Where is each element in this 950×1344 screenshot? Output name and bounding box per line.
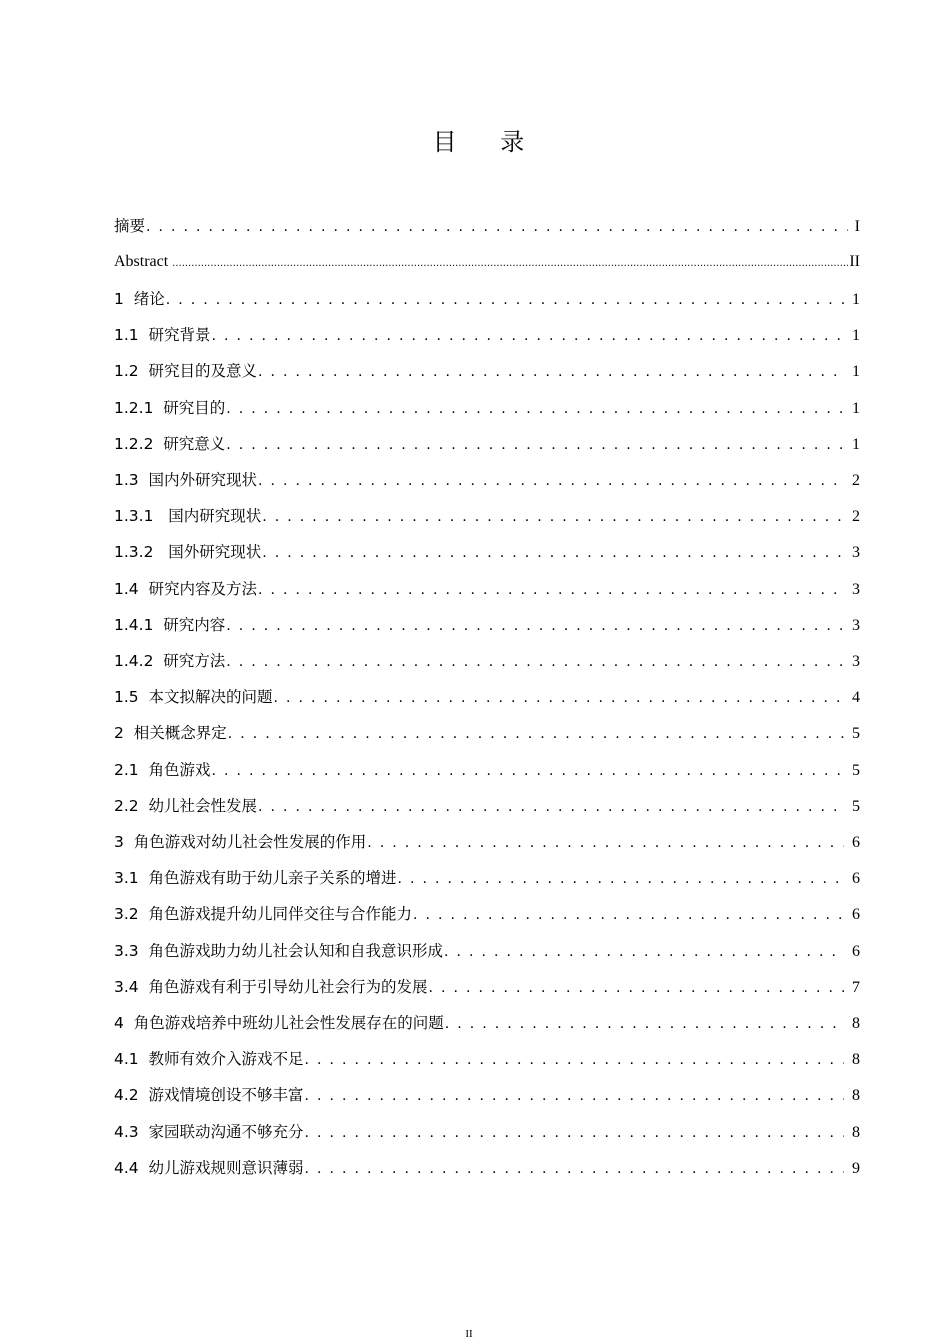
toc-entry-label: 1.4.1 研究内容 [114,615,226,634]
dot-leader [305,1052,844,1068]
dot-leader [258,799,844,815]
toc-entry-page: 5 [852,725,860,743]
toc-entry[interactable] [114,1083,860,1105]
toc-entry[interactable] [114,432,860,454]
toc-entry-page: 6 [852,942,860,960]
toc-entry-page: 1 [852,363,860,381]
toc-entry[interactable] [114,323,860,345]
toc-entry-page: 1 [852,327,860,345]
toc-title: 目 录 [432,128,543,156]
toc-entry-label: 1.3.1 国内研究现状 [114,507,262,526]
toc-entry[interactable] [114,721,860,743]
dot-leader [258,364,844,380]
toc-entry-label: 4.3 家园联动沟通不够充分 [114,1122,304,1141]
toc-entry-page: 2 [852,508,860,526]
page-number: II [465,1328,473,1340]
toc-entry-page: 6 [852,870,860,888]
toc-entry-page: 9 [852,1159,860,1177]
toc-entry-page: II [849,253,860,270]
toc-entry[interactable] [114,1047,860,1069]
toc-entry[interactable] [114,794,860,816]
toc-entry[interactable] [114,830,860,852]
dot-leader [166,292,844,308]
toc-entry-page: 8 [852,1015,860,1032]
toc-entry-label: 3.1 角色游戏有助于幼儿亲子关系的增进 [114,869,397,888]
dot-leader [212,763,844,779]
toc-entry-page: 3 [852,580,860,598]
dot-leader [146,219,848,235]
toc-entry[interactable] [114,613,860,635]
toc-entry-page: 6 [852,834,860,851]
toc-entry-page: 5 [852,797,860,815]
toc-entry[interactable] [114,685,860,707]
toc-entry[interactable] [114,939,860,961]
dot-leader [226,654,844,670]
toc-entry[interactable] [114,866,860,888]
toc-entry[interactable] [114,758,860,780]
toc-entry[interactable] [114,577,860,599]
dot-leader [258,473,844,489]
toc-entry-label: 2.1 角色游戏 [114,760,211,779]
toc-entry-label: 1.1 研究背景 [114,326,211,345]
toc-entry-page: 2 [852,472,860,489]
toc-entry-label: Abstract [114,253,169,270]
toc-entry-label: 1.2 研究目的及意义 [114,362,258,381]
toc-entry-label: 3.3 角色游戏助力幼儿社会认知和自我意识形成 [114,941,444,960]
toc-entry-label: 1.5 本文拟解决的问题 [114,688,273,707]
toc-entry-page: 5 [852,761,860,779]
toc-entry-page: 7 [852,978,860,996]
toc-entry[interactable] [114,214,860,236]
toc-entry-page: 8 [852,1123,860,1141]
toc-entry-page: 3 [852,653,860,670]
toc-entry[interactable] [114,287,860,309]
toc-entry-label: 4.2 游戏情境创设不够丰富 [114,1086,304,1105]
dot-leader [274,690,844,706]
toc-entry-label: 1 绪论 [114,290,165,308]
dot-leader [172,258,848,269]
toc-entry-label: 1.3 国内外研究现状 [114,471,258,489]
toc-entry-label: 3 角色游戏对幼儿社会性发展的作用 [114,833,367,851]
toc-entry[interactable] [114,396,860,418]
dot-leader [226,618,844,634]
toc-entry-label: 1.2.1 研究目的 [114,398,226,417]
dot-leader [445,1016,844,1032]
toc-entry-label: 3.4 角色游戏有利于引导幼儿社会行为的发展 [114,977,428,996]
toc-entry[interactable] [114,649,860,671]
toc-entry[interactable] [114,504,860,526]
toc-entry-label: 1.2.2 研究意义 [114,434,226,453]
toc-entry-label: 1.4.2 研究方法 [114,652,226,670]
dot-leader [226,437,844,453]
dot-leader [305,1088,844,1104]
toc-entry[interactable] [114,902,860,924]
toc-entry[interactable] [114,1011,860,1033]
dot-leader [305,1125,844,1141]
toc-entry[interactable] [114,975,860,997]
toc-entry-label: 3.2 角色游戏提升幼儿同伴交往与合作能力 [114,905,413,924]
toc-entry-label: 1.4 研究内容及方法 [114,579,258,598]
dot-leader [305,1161,844,1177]
dot-leader [228,726,844,742]
toc-entry[interactable] [114,1156,860,1178]
toc-entry-page: 1 [852,291,860,308]
dot-leader [226,401,844,417]
toc-entry-page: 1 [852,435,860,453]
toc-entry-label: 摘要 [114,217,146,235]
toc-entry-page: I [854,218,860,235]
toc-entry-label: 2.2 幼儿社会性发展 [114,796,258,815]
toc-entry-label: 4.4 幼儿游戏规则意识薄弱 [114,1158,304,1177]
toc-entry[interactable] [114,359,860,381]
toc-entry[interactable] [114,468,860,490]
dot-leader [262,545,844,561]
toc-entry[interactable] [114,540,860,562]
dot-leader [413,907,844,923]
toc-entry-label: 2 相关概念界定 [114,724,227,743]
toc-entry-label: 4 角色游戏培养中班幼儿社会性发展存在的问题 [114,1014,444,1032]
toc-entry-page: 1 [852,399,860,417]
dot-leader [367,835,844,851]
toc-entry-page: 4 [852,689,860,707]
toc-entry[interactable] [114,253,860,275]
dot-leader [444,944,844,960]
dot-leader [258,582,844,598]
toc-entry-page: 8 [852,1087,860,1105]
dot-leader [262,509,844,525]
dot-leader [429,980,844,996]
toc-entry-label: 4.1 教师有效介入游戏不足 [114,1050,304,1069]
toc-entry-page: 8 [852,1051,860,1069]
toc-entry[interactable] [114,1120,860,1142]
dot-leader [212,328,844,344]
dot-leader [398,871,844,887]
toc-entry-page: 3 [852,544,860,562]
toc-entry-label: 1.3.2 国外研究现状 [114,543,262,562]
toc-entry-page: 3 [852,616,860,634]
toc-entry-page: 6 [852,906,860,924]
